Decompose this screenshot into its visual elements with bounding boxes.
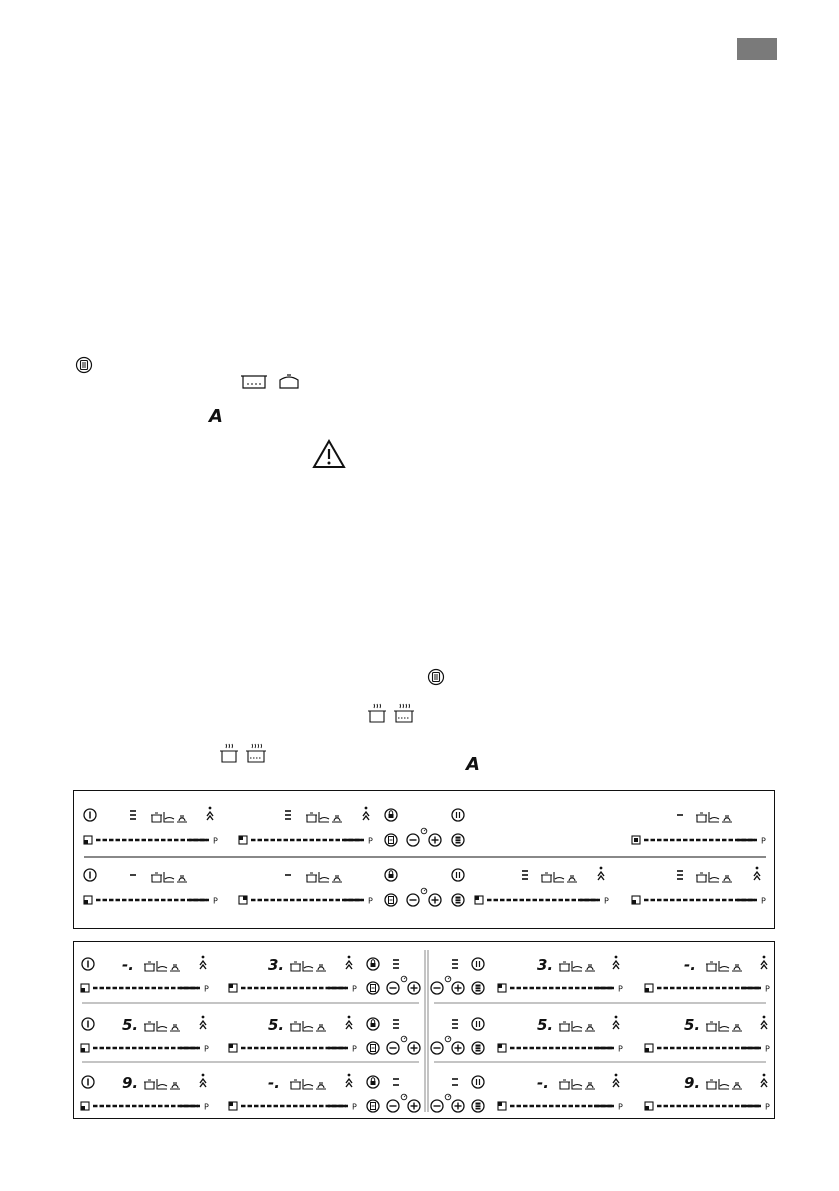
pot-icon	[240, 372, 270, 392]
slider-boost-label: P	[618, 1102, 623, 1112]
boost-indicator-icon	[761, 956, 767, 969]
pause-icon[interactable]	[472, 1018, 484, 1030]
clock-icon	[401, 976, 407, 982]
power-slider[interactable]	[93, 985, 209, 994]
plus-icon[interactable]	[408, 1042, 420, 1054]
cooking-zone-indicator-icon	[229, 1044, 237, 1052]
power-level-display: 5.	[268, 1016, 285, 1034]
cookware-icons	[706, 961, 742, 971]
power-level-display: -.	[537, 1074, 549, 1092]
cooking-zone-indicator-icon	[632, 836, 640, 844]
boost-indicator-icon	[346, 1074, 352, 1087]
cookware-icons	[559, 1021, 595, 1031]
cookware-icons	[151, 812, 187, 822]
cookware-icons	[696, 812, 732, 822]
cooking-zone-indicator-icon	[498, 1102, 506, 1110]
lid-pot-icon	[277, 372, 301, 392]
power-slider[interactable]	[93, 1103, 209, 1112]
lock-icon[interactable]	[385, 869, 397, 881]
power-level-display: 3.	[268, 956, 285, 974]
cookware-icons	[559, 961, 595, 971]
level-segment-display	[522, 871, 528, 879]
cooking-zone-indicator-icon	[632, 896, 640, 904]
power-slider[interactable]	[644, 897, 766, 906]
memory-icon[interactable]	[472, 982, 484, 994]
power-slider[interactable]	[487, 897, 609, 906]
cooking-zone-indicator-icon	[229, 984, 237, 992]
level-segment-display	[393, 960, 399, 968]
memory-icon[interactable]	[452, 894, 464, 906]
power-level-display: 5.	[537, 1016, 554, 1034]
slider-boost-label: P	[213, 836, 218, 846]
slider-boost-label: P	[765, 1044, 770, 1054]
power-slider[interactable]	[510, 985, 623, 994]
power-level-display: 5.	[122, 1016, 139, 1034]
boost-indicator-icon	[598, 867, 604, 880]
cookware-icons	[706, 1079, 742, 1089]
power-level-display: -.	[122, 956, 134, 974]
steaming-pots-icon-2	[218, 742, 270, 764]
memory-icon[interactable]	[452, 834, 464, 846]
cooking-zone-indicator-icon	[239, 896, 247, 904]
cookware-icons	[290, 1021, 326, 1031]
power-slider[interactable]	[241, 985, 357, 994]
cooking-zone-indicator-icon	[81, 984, 89, 992]
slider-boost-label: P	[352, 984, 357, 994]
power-slider[interactable]	[510, 1103, 623, 1112]
slider-boost-label: P	[618, 984, 623, 994]
slider-boost-label: P	[352, 1102, 357, 1112]
minus-icon[interactable]	[407, 834, 419, 846]
timer-icon[interactable]	[367, 1042, 379, 1054]
cooking-zone-indicator-icon	[229, 1102, 237, 1110]
cooking-zone-indicator-icon	[645, 984, 653, 992]
cooking-zone-indicator-icon	[81, 1102, 89, 1110]
plus-icon[interactable]	[452, 1100, 464, 1112]
section-tab-marker	[737, 38, 777, 60]
boost-indicator-icon	[363, 807, 369, 820]
minus-icon[interactable]	[431, 1100, 443, 1112]
power-slider[interactable]	[96, 897, 218, 906]
level-segment-display	[285, 811, 291, 819]
boost-indicator-icon	[613, 1074, 619, 1087]
cookware-icons	[144, 1021, 180, 1031]
power-slider[interactable]	[510, 1045, 623, 1054]
cooking-zone-indicator-icon	[239, 836, 247, 844]
power-slider[interactable]	[657, 985, 770, 994]
boost-indicator-icon	[613, 956, 619, 969]
slider-boost-label: P	[765, 1102, 770, 1112]
cookware-icons	[306, 872, 342, 882]
boost-indicator-icon	[613, 1016, 619, 1029]
power-level-display: 3.	[537, 956, 554, 974]
power-icon[interactable]	[84, 869, 96, 881]
cookware-icons	[144, 1079, 180, 1089]
minus-icon[interactable]	[387, 982, 399, 994]
power-level-display: -.	[268, 1074, 280, 1092]
plus-icon[interactable]	[452, 1042, 464, 1054]
panel-a-drawing	[74, 791, 774, 928]
clock-icon	[401, 1094, 407, 1100]
pause-icon[interactable]	[452, 869, 464, 881]
slider-boost-label: P	[204, 1044, 209, 1054]
timer-icon[interactable]	[367, 982, 379, 994]
timer-icon[interactable]	[385, 834, 397, 846]
cooking-zone-indicator-icon	[645, 1044, 653, 1052]
slider-boost-label: P	[761, 896, 766, 906]
cooking-zone-indicator-icon	[84, 896, 92, 904]
slider-boost-label: P	[761, 836, 766, 846]
power-slider[interactable]	[241, 1103, 357, 1112]
clock-icon	[445, 976, 451, 982]
panel-b-drawing	[74, 942, 774, 1118]
boost-indicator-icon	[754, 867, 760, 880]
control-panel-diagram-a	[73, 790, 775, 929]
cookware-icons	[541, 872, 577, 882]
power-level-display: 9.	[122, 1074, 139, 1092]
minus-icon[interactable]	[431, 1042, 443, 1054]
power-level-display: 9.	[684, 1074, 701, 1092]
cookware-icons	[696, 872, 732, 882]
boost-indicator-icon	[346, 956, 352, 969]
cookware-icons	[144, 961, 180, 971]
power-slider[interactable]	[657, 1045, 770, 1054]
slider-boost-label: P	[204, 984, 209, 994]
boost-indicator-icon	[200, 956, 206, 969]
memory-icon[interactable]	[472, 1100, 484, 1112]
plus-icon[interactable]	[452, 982, 464, 994]
level-segment-display	[393, 1020, 399, 1028]
timer-icon[interactable]	[385, 894, 397, 906]
minus-icon[interactable]	[387, 1100, 399, 1112]
cooking-zone-indicator-icon	[475, 896, 483, 904]
cookware-icons	[290, 961, 326, 971]
slider-boost-label: P	[213, 896, 218, 906]
power-slider[interactable]	[93, 1045, 209, 1054]
clock-icon	[421, 888, 427, 894]
level-segment-display	[452, 960, 458, 968]
cookware-icons	[306, 812, 342, 822]
minus-icon[interactable]	[387, 1042, 399, 1054]
minus-icon[interactable]	[431, 982, 443, 994]
boost-indicator-icon	[761, 1074, 767, 1087]
auto-symbol-2: A	[466, 754, 480, 775]
boost-indicator-icon	[200, 1016, 206, 1029]
power-slider[interactable]	[241, 1045, 357, 1054]
slider-boost-label: P	[368, 836, 373, 846]
cookware-icons	[290, 1079, 326, 1089]
cooking-zone-indicator-icon	[84, 836, 92, 844]
boost-indicator-icon	[207, 807, 213, 820]
cookware-icons	[706, 1021, 742, 1031]
lock-icon[interactable]	[367, 1076, 379, 1088]
boost-indicator-icon	[346, 1016, 352, 1029]
power-slider[interactable]	[251, 897, 373, 906]
boost-indicator-icon	[200, 1074, 206, 1087]
pause-icon[interactable]	[472, 1076, 484, 1088]
lock-icon[interactable]	[367, 1018, 379, 1030]
clock-icon	[445, 1036, 451, 1042]
memory-icon[interactable]	[472, 1042, 484, 1054]
power-icon[interactable]	[82, 1076, 94, 1088]
clock-icon	[445, 1094, 451, 1100]
level-segment-display	[130, 811, 136, 819]
level-segment-display	[452, 1079, 458, 1085]
control-panel-diagram-b	[73, 941, 775, 1119]
minus-icon[interactable]	[407, 894, 419, 906]
plus-icon[interactable]	[408, 982, 420, 994]
power-slider[interactable]	[644, 837, 766, 846]
slider-boost-label: P	[368, 896, 373, 906]
cooking-zone-indicator-icon	[645, 1102, 653, 1110]
cooking-zone-indicator-icon	[498, 984, 506, 992]
power-icon[interactable]	[84, 809, 96, 821]
plus-icon[interactable]	[408, 1100, 420, 1112]
slider-boost-label: P	[204, 1102, 209, 1112]
cooking-zone-indicator-icon	[498, 1044, 506, 1052]
timer-icon[interactable]	[367, 1100, 379, 1112]
level-segment-display	[452, 1020, 458, 1028]
clock-icon	[401, 1036, 407, 1042]
cookware-icons	[559, 1079, 595, 1089]
boost-indicator-icon	[761, 1016, 767, 1029]
slider-boost-label: P	[352, 1044, 357, 1054]
slider-boost-label: P	[604, 896, 609, 906]
lock-icon[interactable]	[385, 809, 397, 821]
slider-boost-label: P	[765, 984, 770, 994]
level-segment-display	[677, 871, 683, 879]
plus-icon[interactable]	[429, 894, 441, 906]
slider-boost-label: P	[618, 1044, 623, 1054]
power-slider[interactable]	[657, 1103, 770, 1112]
cooking-zone-indicator-icon	[81, 1044, 89, 1052]
power-icon[interactable]	[82, 958, 94, 970]
lock-icon[interactable]	[367, 958, 379, 970]
timer-key-icon-2	[426, 667, 446, 687]
level-segment-display	[393, 1079, 399, 1085]
power-level-display: 5.	[684, 1016, 701, 1034]
power-icon[interactable]	[82, 1018, 94, 1030]
timer-key-icon	[74, 355, 94, 375]
power-slider[interactable]	[96, 837, 218, 846]
clock-icon	[421, 828, 427, 834]
steaming-pots-icon	[366, 702, 418, 724]
auto-symbol: A	[209, 406, 223, 427]
pause-icon[interactable]	[472, 958, 484, 970]
pause-icon[interactable]	[452, 809, 464, 821]
power-slider[interactable]	[251, 837, 373, 846]
warning-icon	[311, 438, 347, 470]
cookware-icons	[151, 872, 187, 882]
power-level-display: -.	[684, 956, 696, 974]
plus-icon[interactable]	[429, 834, 441, 846]
